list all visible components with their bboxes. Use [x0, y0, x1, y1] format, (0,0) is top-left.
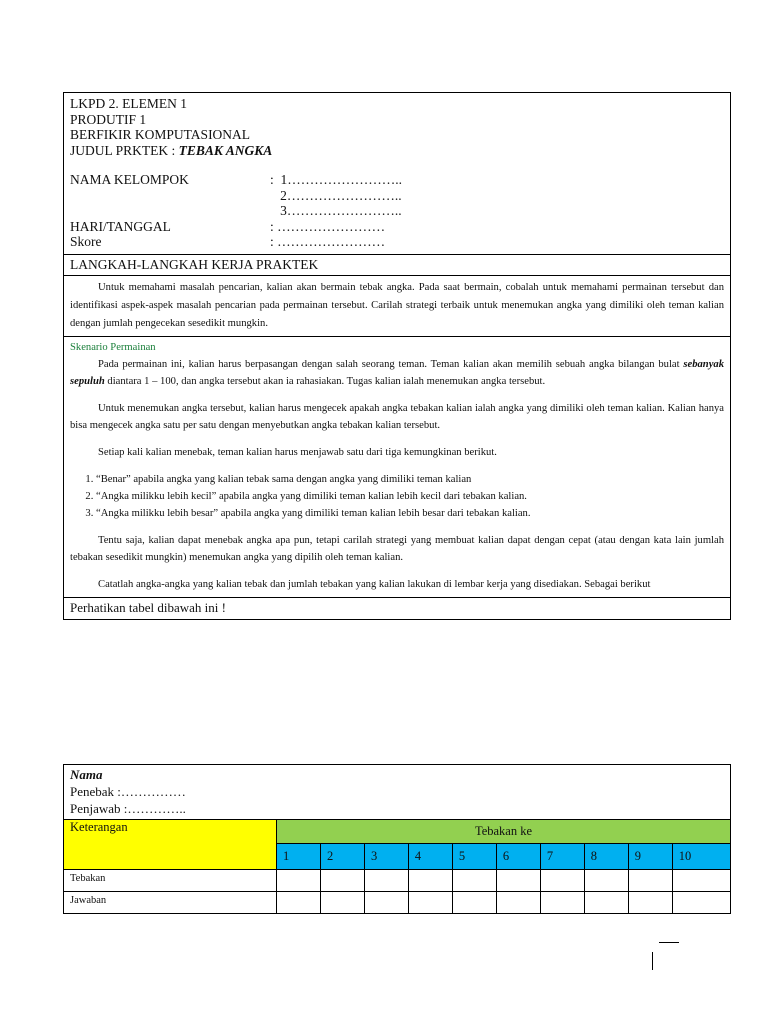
guess-number-cell: 9 — [628, 844, 672, 870]
table-cell[interactable] — [628, 870, 672, 892]
table-row — [64, 892, 731, 914]
judul-row — [70, 143, 724, 159]
nama-row-2 — [70, 188, 724, 204]
skenario-p1-a: Pada permainan ini, kalian harus berpasangan dengan salah seorang teman. Teman kalian akan memilih sebuah angka bilangan bulat — [98, 358, 684, 370]
nama-row-3 — [70, 203, 724, 219]
table-cell[interactable] — [364, 892, 408, 914]
tebakan-ke-header: Tebakan ke — [277, 820, 731, 844]
table-cell[interactable] — [540, 892, 584, 914]
intro-text: Untuk memahami masalah pencarian, kalian akan bermain tebak angka. Pada saat bermain, cobalah untuk memahami permainan tersebut dan identifikasi aspek-aspek masalah pencarian pada permainan tersebut. Carilah strategi terbaik untuk menemukan angka yang dimiliki oleh teman kalian dengan jumlah pengecekan sesedikit mungkin. — [70, 281, 724, 329]
table-cell[interactable] — [496, 870, 540, 892]
nama-label: NAMA KELOMPOK — [70, 172, 189, 187]
hari-row — [70, 219, 724, 235]
skore-row — [70, 234, 724, 250]
guess-number-cell: 1 — [277, 844, 321, 870]
nama-cell — [64, 765, 731, 820]
guess-number-cell: 6 — [496, 844, 540, 870]
skenario-p3: Setiap kali kalian menebak, teman kalian harus menjawab satu dari tiga kemungkinan berikut. — [98, 446, 497, 458]
table-cell[interactable] — [320, 870, 364, 892]
table-cell[interactable] — [672, 892, 730, 914]
worksheet-frame — [63, 92, 731, 620]
skenario-section — [64, 337, 730, 598]
header-line-2: PRODUTIF 1 — [70, 111, 147, 127]
page-mark-horizontal — [659, 942, 679, 943]
table-cell[interactable] — [320, 892, 364, 914]
guess-number-cell: 4 — [408, 844, 452, 870]
keterangan-header: Keterangan — [64, 820, 277, 870]
table-cell[interactable] — [408, 870, 452, 892]
list-item: 2. “Angka milikku lebih kecil” apabila angka yang dimiliki teman kalian lebih kecil dari tebakan kalian. — [96, 488, 724, 505]
langkah-title: LANGKAH-LANGKAH KERJA PRAKTEK — [64, 255, 730, 276]
text-cursor — [652, 952, 653, 970]
perhatikan-text: Perhatikan tabel dibawah ini ! — [70, 599, 226, 615]
table-cell[interactable] — [452, 892, 496, 914]
skore-value: : …………………… — [270, 234, 386, 249]
tebakan-table — [63, 764, 731, 914]
worksheet-header — [64, 93, 730, 255]
guess-number-cell: 7 — [540, 844, 584, 870]
row-label-jawaban: Jawaban — [64, 892, 277, 914]
judul-label: JUDUL PRKTEK : — [70, 142, 176, 158]
kemungkinan-list — [70, 471, 724, 522]
nama-spacer — [70, 188, 270, 204]
table-cell[interactable] — [408, 892, 452, 914]
table-cell[interactable] — [277, 870, 321, 892]
skenario-p1-c: diantara 1 – 100, dan angka tersebut akan ia rahasiakan. Tugas kalian ialah menemukan angka tersebut. — [104, 375, 546, 387]
header-line-1: LKPD 2. ELEMEN 1 — [70, 96, 187, 111]
skenario-p1-bold: sebanyak sepuluh — [70, 358, 724, 387]
table-cell[interactable] — [496, 892, 540, 914]
skenario-p4: Tentu saja, kalian dapat menebak angka apa pun, tetapi carilah strategi yang membuat kalian dapat dengan cepat (atau dengan kata lain jumlah tebakan sesedikit mungkin) menemukan angka yang dipilih oleh teman kalian. — [70, 534, 724, 563]
nama-2: 2…………………….. — [270, 187, 402, 203]
nama-row — [70, 172, 724, 188]
guess-number-cell: 5 — [452, 844, 496, 870]
table-cell[interactable] — [584, 892, 628, 914]
table-cell[interactable] — [672, 870, 730, 892]
nama-spacer — [70, 203, 270, 219]
guess-number-cell: 3 — [364, 844, 408, 870]
skenario-p5: Catatlah angka-angka yang kalian tebak dan jumlah tebakan yang kalian lakukan di lembar kerja yang disediakan. Sebagai berikut — [98, 578, 651, 590]
table-cell[interactable] — [628, 892, 672, 914]
guess-number-cell: 8 — [584, 844, 628, 870]
skenario-heading: Skenario Permainan — [70, 341, 156, 353]
nama-3: 3…………………….. — [270, 203, 402, 218]
table-row — [64, 870, 731, 892]
judul-value: TEBAK ANGKA — [178, 142, 273, 158]
skenario-p2: Untuk menemukan angka tersebut, kalian harus mengecek apakah angka tebakan kalian ialah angka yang dimiliki oleh teman kalian. Kalian hanya bisa mengecek angka satu per satu dengan menyebutkan angka tebakan kalian tersebut. — [70, 402, 724, 431]
guess-number-cell: 10 — [672, 844, 730, 870]
table-cell[interactable] — [584, 870, 628, 892]
nama-heading: Nama — [70, 767, 103, 782]
list-item: 3. “Angka milikku lebih besar” apabila angka yang dimiliki teman kalian lebih besar dari tebakan kalian. — [96, 505, 724, 522]
skenario-p1 — [70, 356, 724, 390]
penjawab-line: Penjawab :………….. — [70, 801, 186, 816]
intro-paragraph — [64, 276, 730, 337]
skore-label: Skore — [70, 234, 102, 249]
hari-value: : …………………… — [270, 218, 386, 234]
table-cell[interactable] — [540, 870, 584, 892]
list-item: 1. “Benar” apabila angka yang kalian tebak sama dengan angka yang dimiliki teman kalian — [96, 471, 724, 488]
row-label-tebakan: Tebakan — [64, 870, 277, 892]
header-line-3: BERFIKIR KOMPUTASIONAL — [70, 127, 251, 142]
penebak-line: Penebak :…………… — [70, 784, 186, 799]
table-cell[interactable] — [277, 892, 321, 914]
nama-1: : 1…………………….. — [270, 172, 403, 187]
table-cell[interactable] — [364, 870, 408, 892]
table-cell[interactable] — [452, 870, 496, 892]
guess-number-cell: 2 — [320, 844, 364, 870]
hari-label: HARI/TANGGAL — [70, 218, 171, 234]
